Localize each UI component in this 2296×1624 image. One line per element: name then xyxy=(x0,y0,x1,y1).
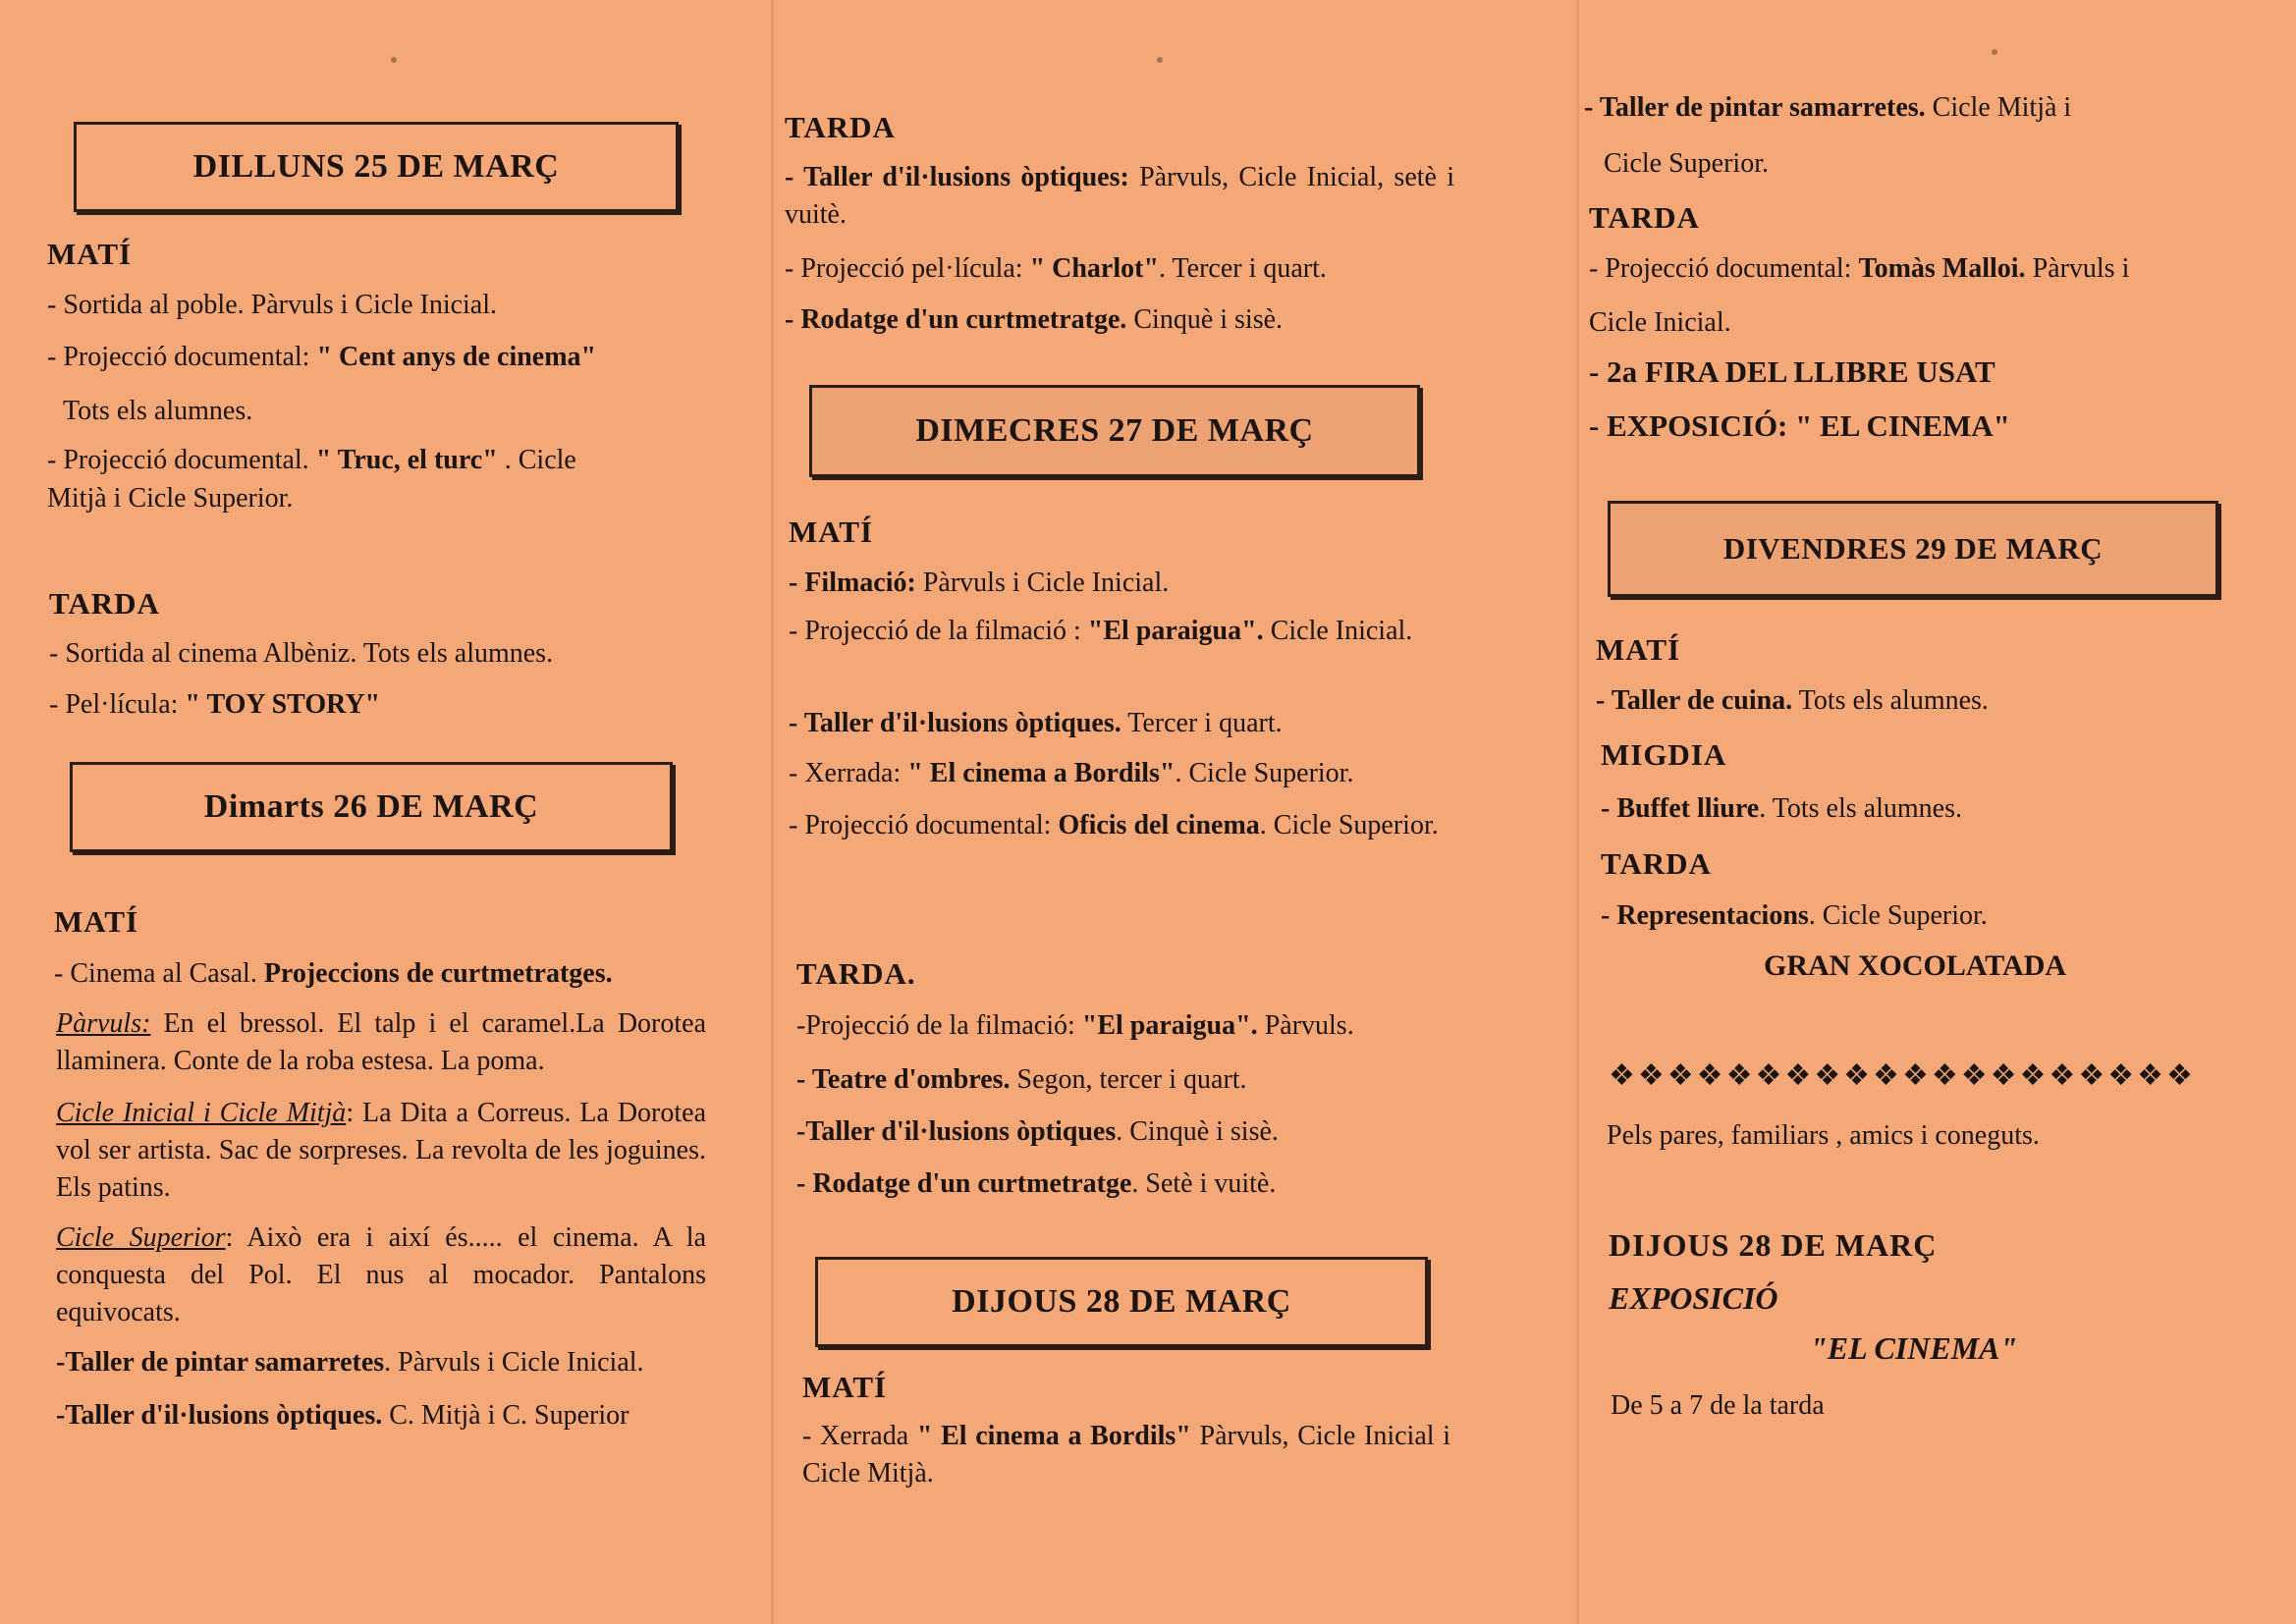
activity-item xyxy=(47,340,596,375)
activity-item xyxy=(54,956,613,992)
event-xocolatada: GRAN XOCOLATADA xyxy=(1764,949,2067,982)
activity-title: -Taller de pintar samarretes xyxy=(56,1347,385,1378)
film-list-cicle-superior xyxy=(56,1219,706,1331)
activity-item xyxy=(796,1062,1247,1098)
activity-text: . Cicle Superior. xyxy=(1808,900,1988,931)
activity-text: - Projecció documental: xyxy=(1589,253,1859,284)
activity-text: - Projecció documental. xyxy=(47,445,316,475)
activity-text: Pàrvuls, Cicle Inicial, setè i vuitè. xyxy=(785,162,1454,230)
film-list: : La Dita a Correus. La Dorotea vol ser artista. Sac de sorpreses. La revolta de les joguines. Els patins. xyxy=(56,1098,706,1203)
group-label: Cicle Inicial i Cicle Mitjà xyxy=(56,1098,347,1128)
activity-text: . Tercer i quart. xyxy=(1159,253,1327,284)
day-box-divendres xyxy=(1608,501,2218,597)
activity-text: - Projecció de la filmació : xyxy=(789,616,1088,646)
exhibition-title: EXPOSICIÓ xyxy=(1609,1280,1778,1316)
section-migdia: MIGDIA xyxy=(1601,737,1727,772)
activity-title: " TOY STORY" xyxy=(185,689,381,720)
activity-item xyxy=(796,1008,1354,1044)
section-mati: MATÍ xyxy=(789,514,874,549)
activity-text: - Xerrada xyxy=(802,1421,917,1451)
activity-title: " Cent anys de cinema" xyxy=(316,342,597,372)
column-1 xyxy=(0,0,771,1624)
activity-item xyxy=(789,706,1283,741)
section-tarda: TARDA xyxy=(1601,846,1712,881)
column-3 xyxy=(1579,0,2296,1624)
day-box-dijous xyxy=(815,1257,1428,1347)
activity-text: -Projecció de la filmació: xyxy=(796,1010,1082,1041)
activity-title: - Taller d'il·lusions òptiques: xyxy=(785,162,1129,192)
activity-title: - Taller d'il·lusions òptiques. xyxy=(789,708,1121,738)
day-box-dimarts xyxy=(70,762,673,852)
activity-text: Pàrvuls. xyxy=(1257,1010,1354,1041)
activity-item xyxy=(1596,683,1989,719)
activity-text: . Setè i vuitè. xyxy=(1131,1168,1277,1199)
activity-title: - Teatre d'ombres. xyxy=(796,1064,1011,1095)
section-tarda: TARDA. xyxy=(796,956,916,991)
activity-item xyxy=(789,756,1353,791)
activity-text: Segon, tercer i quart. xyxy=(1010,1064,1247,1095)
activity-audience: Mitjà i Cicle Superior. xyxy=(47,483,294,514)
activity-text: Tots els alumnes. xyxy=(1792,685,1989,716)
film-list: : Això era i així és..... el cinema. A la conquesta del Pol. El nus al mocador. Pantalons equivocats. xyxy=(56,1222,706,1327)
activity-title: - Buffet lliure xyxy=(1601,793,1760,824)
section-mati: MATÍ xyxy=(802,1370,888,1404)
activity-text: - Sortida al poble. Pàrvuls i Cicle Inicial. xyxy=(47,290,498,320)
activity-item xyxy=(796,1166,1276,1202)
activity-item xyxy=(789,613,1450,650)
activity-item xyxy=(47,288,497,323)
activity-item xyxy=(56,1345,644,1380)
section-mati: MATÍ xyxy=(54,904,139,939)
section-tarda: TARDA xyxy=(785,110,896,144)
activity-item xyxy=(789,807,1450,844)
day-box-dilluns xyxy=(74,122,679,212)
section-tarda: TARDA xyxy=(49,586,160,621)
activity-item xyxy=(56,1398,629,1434)
group-label: Cicle Superior xyxy=(56,1222,226,1253)
day-title: DILLUNS 25 DE MARÇ xyxy=(192,148,560,185)
event-exposicio: - EXPOSICIÓ: " EL CINEMA" xyxy=(1589,408,2010,443)
activity-item xyxy=(785,159,1454,234)
activity-text: Cicle Inicial. xyxy=(1263,616,1413,646)
activity-audience: Cicle Inicial. xyxy=(1589,307,1731,338)
activity-title: "El paraigua". xyxy=(1087,616,1264,646)
activity-item: - Sortida al cinema Albèniz. Tots els alumnes. xyxy=(49,638,554,669)
activity-text: Pàrvuls i Cicle Inicial. xyxy=(915,568,1170,598)
activity-item xyxy=(785,251,1327,287)
activity-item xyxy=(47,443,576,478)
activity-title: - Filmació: xyxy=(789,568,916,598)
day-title: DIMECRES 27 DE MARÇ xyxy=(915,412,1314,449)
activity-text: . Cinquè i sisè. xyxy=(1116,1116,1279,1147)
activity-item xyxy=(796,1114,1279,1150)
invitation-text: Pels pares, familiars , amics i coneguts. xyxy=(1607,1120,2040,1151)
activity-title: " Truc, el turc" xyxy=(315,445,498,475)
activity-audience: Cicle Superior. xyxy=(1604,148,1769,179)
activity-text: - Projecció pel·lícula: xyxy=(785,253,1030,284)
activity-title: - Rodatge d'un curtmetratge. xyxy=(785,304,1127,335)
activity-text: Tercer i quart. xyxy=(1121,708,1283,738)
activity-text: . Cicle xyxy=(497,445,576,475)
activity-title: Projeccions de curtmetratges. xyxy=(263,958,613,989)
activity-text: - Pel·lícula: xyxy=(49,689,186,720)
activity-item xyxy=(785,302,1283,338)
activity-item xyxy=(1584,90,2071,126)
activity-text: - Projecció documental: xyxy=(47,342,317,372)
exhibition-hours: De 5 a 7 de la tarda xyxy=(1611,1390,1825,1421)
activity-title: - Taller de pintar samarretes. xyxy=(1584,92,1926,123)
activity-item xyxy=(802,1418,1450,1492)
activity-text: . Cicle Superior. xyxy=(1175,758,1354,788)
activity-text: . Pàrvuls i Cicle Inicial. xyxy=(384,1347,644,1378)
activity-text: - Projecció documental: xyxy=(789,810,1059,840)
activity-text: . Cicle Superior. xyxy=(1259,810,1439,840)
activity-title: "El paraigua". xyxy=(1081,1010,1258,1041)
day-title: DIJOUS 28 DE MARÇ xyxy=(952,1283,1291,1320)
day-title: DIVENDRES 29 DE MARÇ xyxy=(1722,531,2104,566)
activity-text: Pàrvuls i xyxy=(2025,253,2130,284)
day-title: Dimarts 26 DE MARÇ xyxy=(203,788,539,825)
activity-text: Pàrvuls, Cicle Inicial i Cicle Mitjà. xyxy=(802,1421,1450,1489)
activity-title: Oficis del cinema xyxy=(1058,810,1260,840)
film-list-parvuls xyxy=(56,1005,706,1080)
activity-item xyxy=(1601,791,1962,827)
column-2 xyxy=(774,0,1576,1624)
day-box-dimecres xyxy=(809,385,1420,477)
activity-audience: Tots els alumnes. xyxy=(63,396,253,426)
activity-title: - Rodatge d'un curtmetratge xyxy=(796,1168,1132,1199)
group-label: Pàrvuls: xyxy=(56,1008,151,1039)
activity-item xyxy=(789,566,1169,601)
activity-text: C. Mitjà i C. Superior xyxy=(382,1400,629,1431)
activity-title: " El cinema a Bordils" xyxy=(916,1421,1191,1451)
activity-text: Cinquè i sisè. xyxy=(1126,304,1284,335)
activity-text: - Cinema al Casal. xyxy=(54,958,264,989)
event-fira-llibre: - 2a FIRA DEL LLIBRE USAT xyxy=(1589,354,1995,389)
activity-text: . Tots els alumnes. xyxy=(1759,793,1962,824)
activity-title: Tomàs Malloi. xyxy=(1858,253,2026,284)
section-mati: MATÍ xyxy=(47,237,133,271)
activity-title: -Taller d'il·lusions òptiques. xyxy=(56,1400,383,1431)
activity-item xyxy=(49,687,380,723)
activity-title: - Taller de cuina. xyxy=(1596,685,1793,716)
activity-title: " Charlot" xyxy=(1029,253,1159,284)
exhibition-name: "EL CINEMA" xyxy=(1810,1330,2018,1366)
section-mati: MATÍ xyxy=(1596,632,1681,667)
activity-item xyxy=(1601,898,1988,934)
activity-item xyxy=(1589,251,2129,287)
activity-title: - Representacions xyxy=(1601,900,1809,931)
film-list: En el bressol. El talp i el caramel.La Dorotea llaminera. Conte de la roba estesa. La poma. xyxy=(56,1008,706,1076)
exhibition-day: DIJOUS 28 DE MARÇ xyxy=(1609,1227,1938,1263)
activity-text: - Xerrada: xyxy=(789,758,908,788)
activity-title: -Taller d'il·lusions òptiques xyxy=(796,1116,1117,1147)
section-tarda: TARDA xyxy=(1589,200,1700,235)
diamond-divider: ❖❖❖❖❖❖❖❖❖❖❖❖❖❖❖❖❖❖❖❖ xyxy=(1609,1059,2196,1092)
film-list-cicle-inicial-mitja xyxy=(56,1095,706,1207)
activity-text: Cicle Mitjà i xyxy=(1925,92,2072,123)
activity-title: " El cinema a Bordils" xyxy=(907,758,1175,788)
